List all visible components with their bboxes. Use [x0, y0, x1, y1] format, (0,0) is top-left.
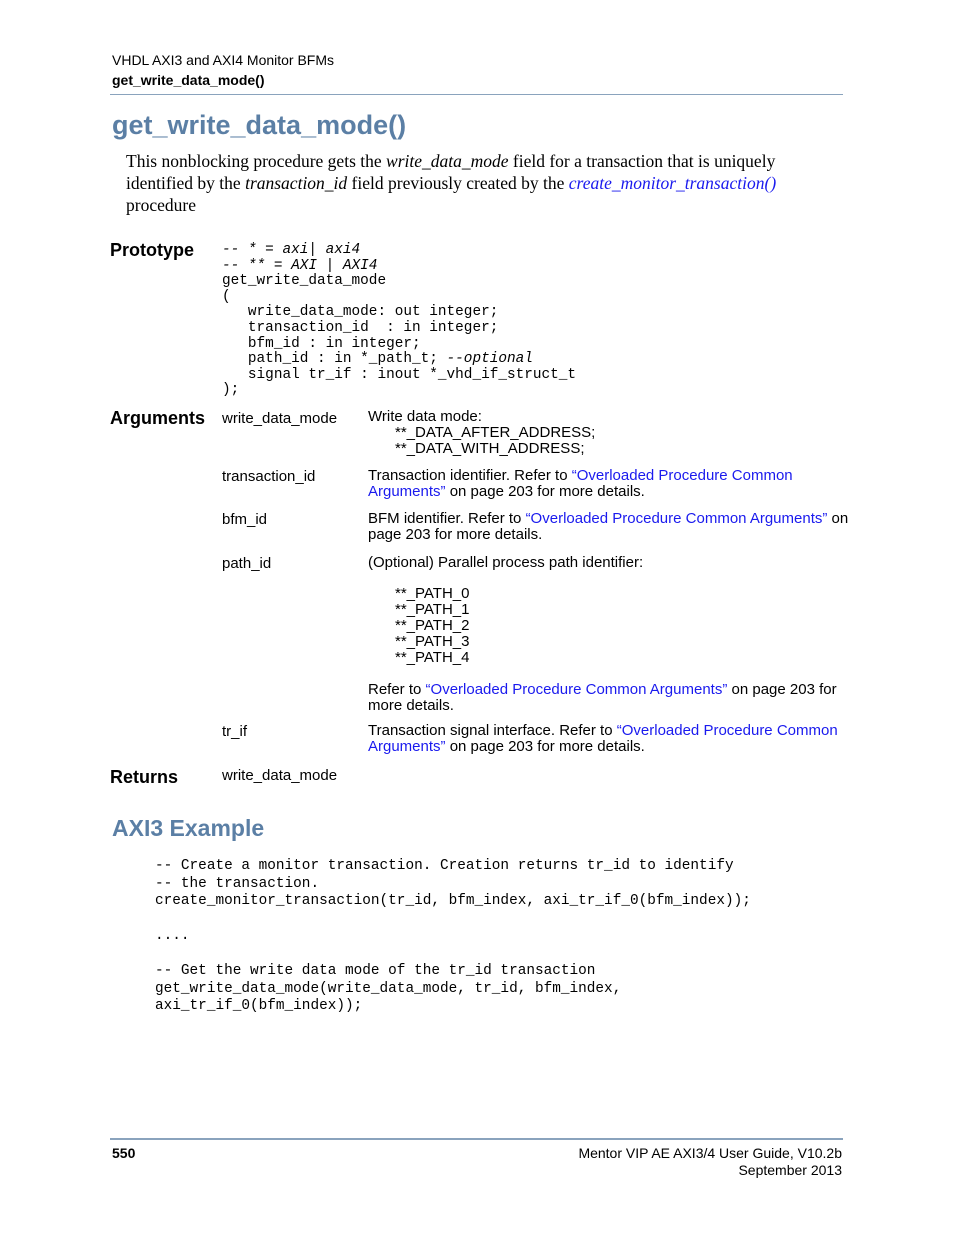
- arg-name-write-data-mode: write_data_mode: [222, 410, 338, 427]
- page-title: get_write_data_mode(): [112, 110, 407, 140]
- arg-desc-text: Transaction signal interface. Refer to: [368, 722, 617, 739]
- arg-desc-refer: [368, 682, 858, 714]
- enum-value: **_PATH_4: [395, 649, 470, 666]
- prototype-code-line: );: [222, 382, 240, 399]
- example-code-line: create_monitor_transaction(tr_id, bfm_index, axi_tr_if_0(bfm_index));: [155, 893, 751, 909]
- arg-desc-bfm-id: [368, 511, 858, 543]
- page-number: 550: [112, 1145, 136, 1161]
- arg-desc-write-data-mode: [368, 409, 858, 457]
- enum-value: **_PATH_2: [395, 617, 470, 634]
- prototype-code-line: bfm_id : in integer;: [222, 335, 421, 352]
- prototype-code-line: -- ** = AXI | AXI4: [222, 257, 378, 274]
- prototype-code-line: path_id : in *_path_t; --optional: [222, 351, 533, 368]
- example-code-line: [155, 946, 751, 964]
- overloaded-args-link[interactable]: “Overloaded Procedure Common Arguments”: [425, 681, 728, 698]
- create-monitor-transaction-link[interactable]: create_monitor_transaction(): [568, 173, 777, 193]
- overloaded-args-link[interactable]: “Overloaded Procedure Common Arguments”: [368, 467, 793, 500]
- arg-desc-text: (Optional) Parallel process path identifier:: [368, 554, 644, 571]
- running-header-section: get_write_data_mode(): [112, 72, 265, 88]
- arg-desc-tr-if: [368, 723, 858, 755]
- arg-desc-text: on page 203 for more details.: [445, 483, 645, 500]
- arg-name-path-id: path_id: [222, 555, 272, 572]
- example-code-line: -- the transaction.: [155, 875, 320, 892]
- running-header-chapter: VHDL AXI3 and AXI4 Monitor BFMs: [112, 52, 335, 68]
- intro-italic-1: write_data_mode: [386, 151, 509, 171]
- example-heading: AXI3 Example: [112, 815, 265, 841]
- arg-name-tr-if: tr_if: [222, 723, 248, 740]
- prototype-code-block: [222, 243, 576, 399]
- arg-desc-text: Refer to: [368, 681, 426, 698]
- prototype-code-line: signal tr_if : inout *_vhd_if_struct_t: [222, 366, 577, 383]
- arg-desc-transaction-id: [368, 468, 858, 500]
- example-code-line: ....: [155, 928, 190, 944]
- prototype-code-line: get_write_data_mode: [222, 273, 387, 290]
- arg-name-bfm-id: bfm_id: [222, 511, 268, 528]
- intro-paragraph: [126, 150, 841, 216]
- enum-value: **_PATH_3: [395, 633, 470, 650]
- example-code-line: [155, 911, 751, 929]
- example-code-line: get_write_data_mode(write_data_mode, tr_id, bfm_index,: [155, 980, 622, 997]
- arg-desc-text: Transaction identifier. Refer to: [368, 467, 572, 484]
- intro-italic-2: transaction_id: [245, 173, 348, 193]
- returns-value: write_data_mode: [222, 767, 338, 784]
- intro-text-4: procedure: [126, 195, 196, 215]
- arg-desc-text: on page 203 for more details.: [368, 510, 849, 543]
- arg-desc-text: Write data mode:: [368, 408, 482, 425]
- footer-info: [578, 1145, 842, 1179]
- enum-value: **_DATA_AFTER_ADDRESS;: [395, 424, 596, 441]
- arg-desc-text: on page 203 for more details.: [445, 738, 645, 755]
- intro-text-3: field previously created by the: [347, 173, 569, 193]
- example-code-line: axi_tr_if_0(bfm_index));: [155, 998, 363, 1014]
- prototype-code-line: -- * = axi| axi4: [222, 242, 361, 258]
- header-rule: [110, 94, 843, 95]
- prototype-code-line: write_data_mode: out integer;: [222, 304, 499, 321]
- footer-rule: [110, 1138, 843, 1140]
- prototype-label: Prototype: [110, 240, 195, 260]
- enum-value: **_PATH_0: [395, 585, 470, 602]
- footer-doc-title: Mentor VIP AE AXI3/4 User Guide, V10.2b: [578, 1145, 842, 1161]
- intro-text-2: field for a transaction that is uniquely identified by the: [126, 151, 776, 193]
- enum-value: **_DATA_WITH_ADDRESS;: [395, 440, 585, 457]
- arg-desc-text: BFM identifier. Refer to: [368, 510, 526, 527]
- arg-desc-path-id: [368, 555, 858, 714]
- arg-name-transaction-id: transaction_id: [222, 468, 316, 485]
- intro-text-1: This nonblocking procedure gets the: [126, 151, 387, 171]
- example-code-line: -- Get the write data mode of the tr_id transaction: [155, 963, 596, 979]
- returns-label: Returns: [110, 767, 179, 787]
- footer-date: September 2013: [738, 1162, 842, 1178]
- overloaded-args-link[interactable]: “Overloaded Procedure Common Arguments”: [368, 722, 838, 755]
- prototype-code-line: transaction_id : in integer;: [222, 319, 499, 336]
- enum-value: **_PATH_1: [395, 601, 470, 618]
- example-code-block: [155, 858, 751, 1016]
- spacer: [368, 666, 858, 682]
- prototype-code: [222, 243, 576, 399]
- arg-desc-text: on page 203 for more details.: [368, 681, 837, 714]
- example-code: [155, 858, 751, 1016]
- example-code-line: -- Create a monitor transaction. Creation returns tr_id to identify: [155, 858, 734, 874]
- overloaded-args-link[interactable]: “Overloaded Procedure Common Arguments”: [525, 510, 828, 527]
- prototype-code-line: (: [222, 288, 231, 305]
- arguments-label: Arguments: [110, 408, 206, 428]
- spacer: [368, 571, 858, 586]
